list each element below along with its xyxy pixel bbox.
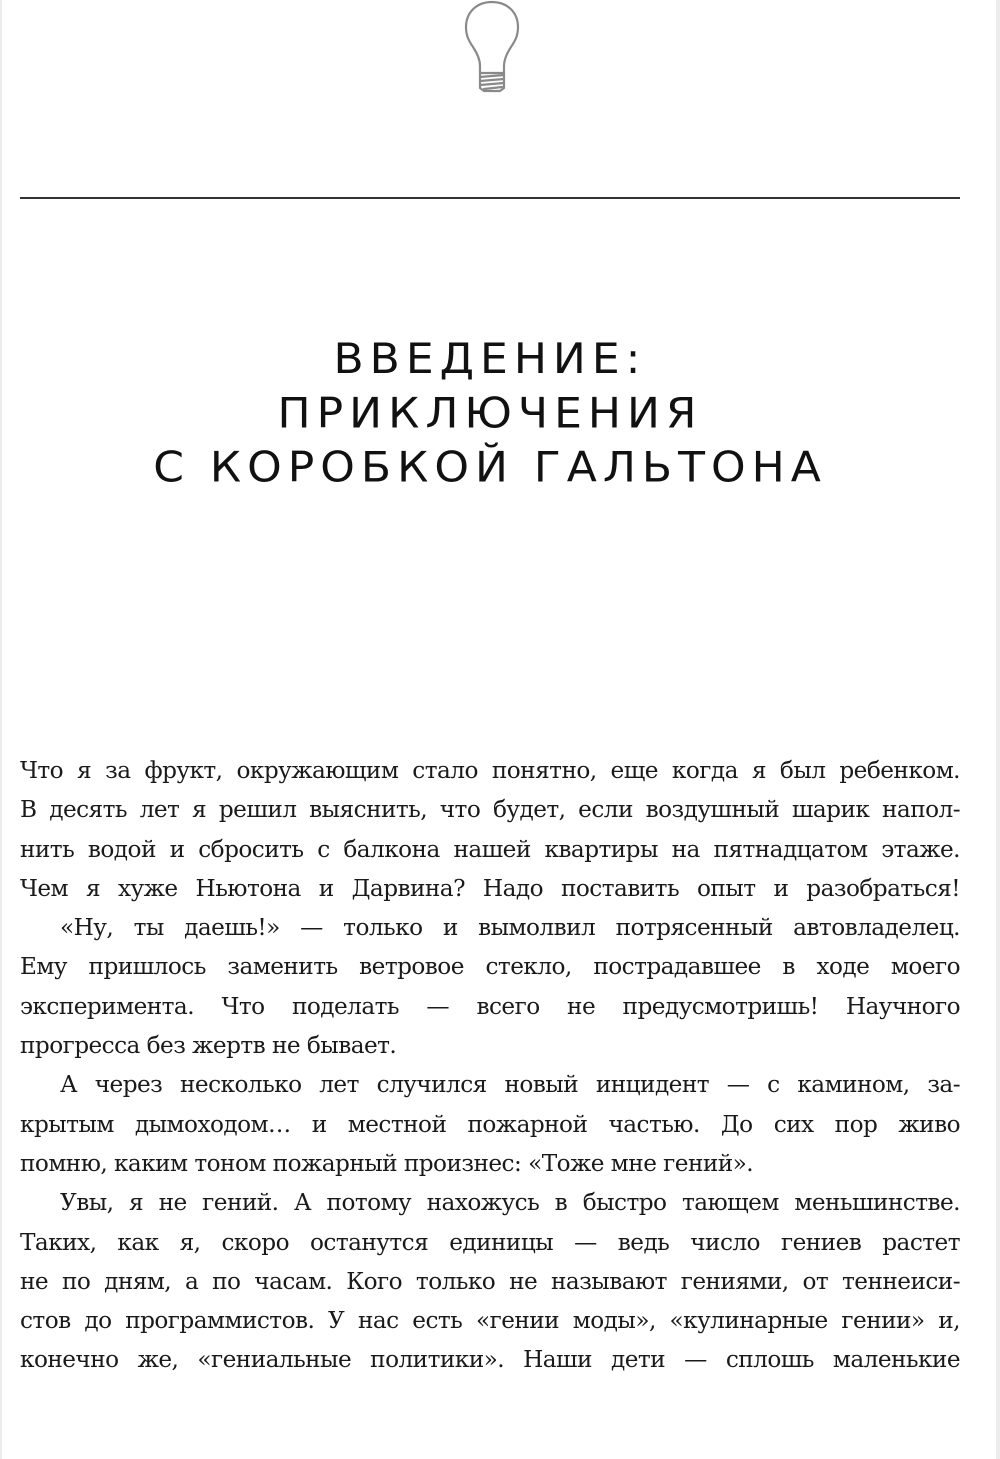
- text-line: крытым дымоходом… и местной пожарной частью. До сих пор живо: [20, 1110, 960, 1138]
- text-line: нить водой и сбросить с балкона нашей квартиры на пятнадцатом этаже.: [20, 835, 960, 863]
- paragraph-end-line: прогресса без жертв не бывает.: [20, 1032, 397, 1060]
- text-line: В десять лет я решил выяснить, что будет, если воздушный шарик напол-: [20, 796, 960, 824]
- text-line: конечно же, «гениальные политики». Наши дети — сплошь маленькие: [20, 1346, 960, 1374]
- text-line: эксперимента. Что поделать — всего не предусмотришь! Научного: [20, 992, 960, 1020]
- lightbulb-icon: [460, 0, 524, 96]
- body-text: [20, 751, 960, 1380]
- header-rule: [20, 197, 960, 199]
- text-line: Таких, как я, скоро останутся единицы — ведь число гениев растет: [20, 1228, 960, 1256]
- chapter-title-line-2: ПРИКЛЮЧЕНИЯ: [277, 389, 703, 438]
- text-line: Чем я хуже Ньютона и Дарвина? Надо поставить опыт и разобраться!: [20, 874, 960, 902]
- chapter-title-line-1: ВВЕДЕНИЕ:: [333, 335, 647, 384]
- text-line: Что я за фрукт, окружающим стало понятно, еще когда я был ребенком.: [20, 757, 960, 784]
- text-line: Ему пришлось заменить ветровое стекло, пострадавшее в ходе моего: [20, 953, 960, 981]
- chapter-title-line-3: С КОРОБКОЙ ГАЛЬТОНА: [153, 443, 827, 492]
- text-line: стов до программистов. У нас есть «гении моды», «кулинарные гении» и,: [20, 1307, 960, 1335]
- paragraph-end-line: помню, каким тоном пожарный произнес: «Тоже мне гений».: [20, 1149, 754, 1177]
- chapter-title: [2, 332, 978, 494]
- paragraph-start-line: А через несколько лет случился новый инцидент — с камином, за-: [60, 1071, 960, 1099]
- paragraph-start-line: «Ну, ты даешь!» — только и вымолвил потрясенный автовладелец.: [60, 914, 960, 942]
- text-line: не по дням, а по часам. Кого только не называют гениями, от теннеиси-: [20, 1267, 960, 1295]
- paragraph-start-line: Увы, я не гений. А потому нахожусь в быстро тающем меньшинстве.: [60, 1189, 960, 1217]
